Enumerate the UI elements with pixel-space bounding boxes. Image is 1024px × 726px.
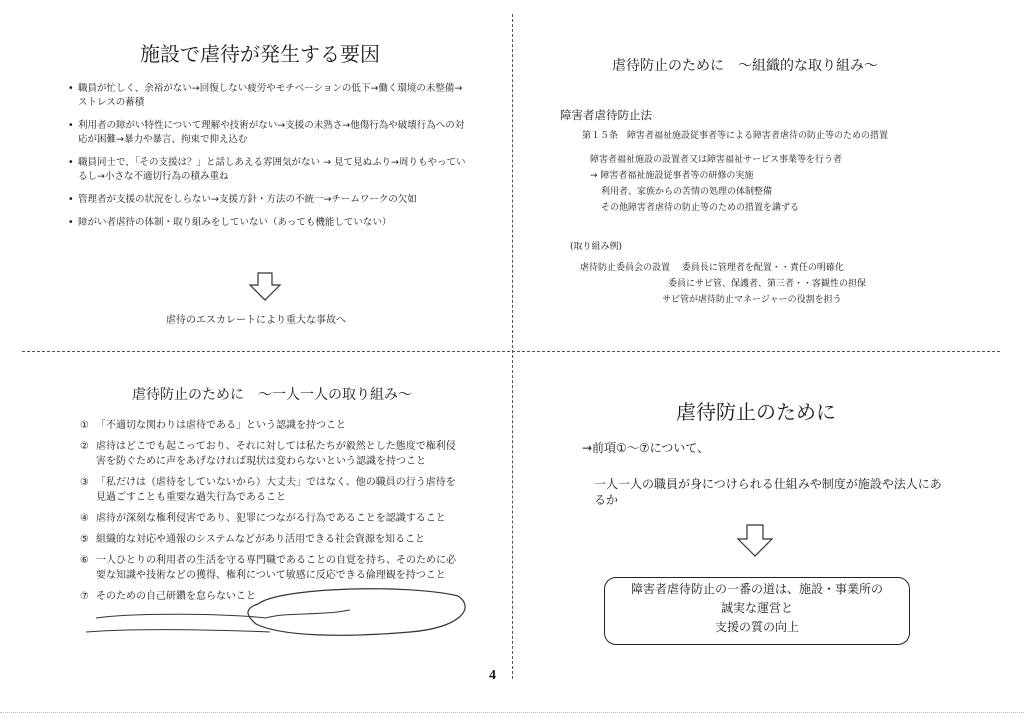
- q2-example-line: 委員にサビ管、保護者、第三者・・客観性の担保: [668, 279, 867, 289]
- q3-item: ⑦ そのための自己研鑽を怠らないこと: [80, 591, 256, 602]
- q4-title: 虐待防止のために: [676, 400, 836, 424]
- q3-item: ④ 虐待が深刻な権利侵害であり、犯罪につながる行為であることを認識すること: [80, 513, 446, 524]
- q1-bullet: • 管理者が支援の状況をしらない→支援方針・方法の不統一→チームワークの欠如: [68, 193, 468, 207]
- q3-item: ② 虐待はどこでも起こっており、それに対しては私たちが毅然とした態度で権利侵害を防ぐために声をあげなければ現状は変わらないという認識を持つこと: [80, 441, 456, 467]
- q4-box-line: 支援の質の向上: [714, 620, 799, 634]
- q2-measure-line: → 障害者福祉施設従事者等の研修の実施: [590, 171, 754, 181]
- q2-measures: [590, 152, 842, 216]
- q4-question: 一人一人の職員が身につけられる仕組みや制度が施設や法人にあるか: [594, 477, 942, 507]
- q1-bullet-list: [68, 82, 468, 239]
- q3-item-list: [80, 418, 458, 610]
- q4-box-line: 誠実な運営と: [720, 601, 793, 615]
- q3-item: ① 「不適切な関わりは虐待である」という認識を持つこと: [80, 420, 346, 431]
- handwritten-annotation: [80, 584, 470, 644]
- q2-measure-line: 障害者福祉施設の設置者又は障害福祉サービス事業等を行う者: [590, 155, 843, 165]
- horizontal-divider: [22, 351, 1000, 352]
- q2-examples: [580, 260, 866, 308]
- page-number: 4: [489, 668, 496, 683]
- scan-edge: [0, 712, 1024, 713]
- q4-box-line: 障害者虐待防止の一番の道は、施設・事業所の: [630, 582, 883, 596]
- q1-conclusion: 虐待のエスカレートにより重大な事故へ: [166, 315, 346, 326]
- q3-item: ⑤ 組織的な対応や通報のシステムなどがあり活用できる社会資源を知ること: [80, 534, 425, 545]
- down-arrow-icon: [736, 524, 774, 558]
- q4-reference: →前項①～⑦について、: [582, 441, 710, 455]
- q2-example-line: サビ管が虐待防止マネージャーの役割を担う: [662, 295, 842, 305]
- q3-item: ⑥ 一人ひとりの利用者の生活を守る専門職であることの自覚を持ち、そのために必要な知識や技術などの獲得、権利について敏感に反応できる倫理観を持つこと: [80, 555, 456, 581]
- q1-bullet: • 職員が忙しく、余裕がない→回復しない疲労やモチベーションの低下→働く環境の未整備→ストレスの蓄積: [68, 82, 468, 110]
- q1-bullet: • 利用者の障がい特性について理解や技術がない→支援の未熟さ→他傷行為や破壊行為への対応が困難→暴力や暴言、拘束で抑え込む: [68, 119, 468, 147]
- q2-measure-line: 利用者、家族からの苦情の処理の体制整備: [601, 187, 773, 197]
- q2-title: 虐待防止のために ～組織的な取り組み～: [612, 58, 878, 74]
- q1-bullet: • 職員同士で、「その支援は？」と話しあえる雰囲気がない → 見て見ぬふり→周りもやっているし→小さな不適切行為の積み重ね: [68, 156, 468, 184]
- vertical-divider: [512, 14, 513, 679]
- q2-example-heading: (取り組み例): [570, 242, 623, 252]
- q3-title: 虐待防止のために ～一人一人の取り組み～: [132, 387, 412, 403]
- q1-bullet: • 障がい者虐待の体制・取り組みをしていない（あっても機能していない）: [68, 216, 468, 230]
- q3-item: ③ 「私だけは（虐待をしていないから）大丈夫」ではなく、他の職員の行う虐待を見過ごすことも重要な過失行為であること: [80, 477, 456, 503]
- q2-law-heading: 障害者虐待防止法: [560, 108, 652, 122]
- q2-measure-line: その他障害者虐待の防止等のための措置を講ずる: [601, 203, 800, 213]
- q1-title: 施設で虐待が発生する要因: [140, 42, 380, 66]
- q2-example-line: 虐待防止委員会の設置 委員長に管理者を配置・・責任の明確化: [580, 263, 844, 273]
- q4-conclusion-box: [604, 577, 910, 645]
- q2-article: 第１５条 障害者福祉施設従事者等による障害者虐待の防止等のための措置: [582, 131, 889, 141]
- down-arrow-icon: [248, 272, 282, 302]
